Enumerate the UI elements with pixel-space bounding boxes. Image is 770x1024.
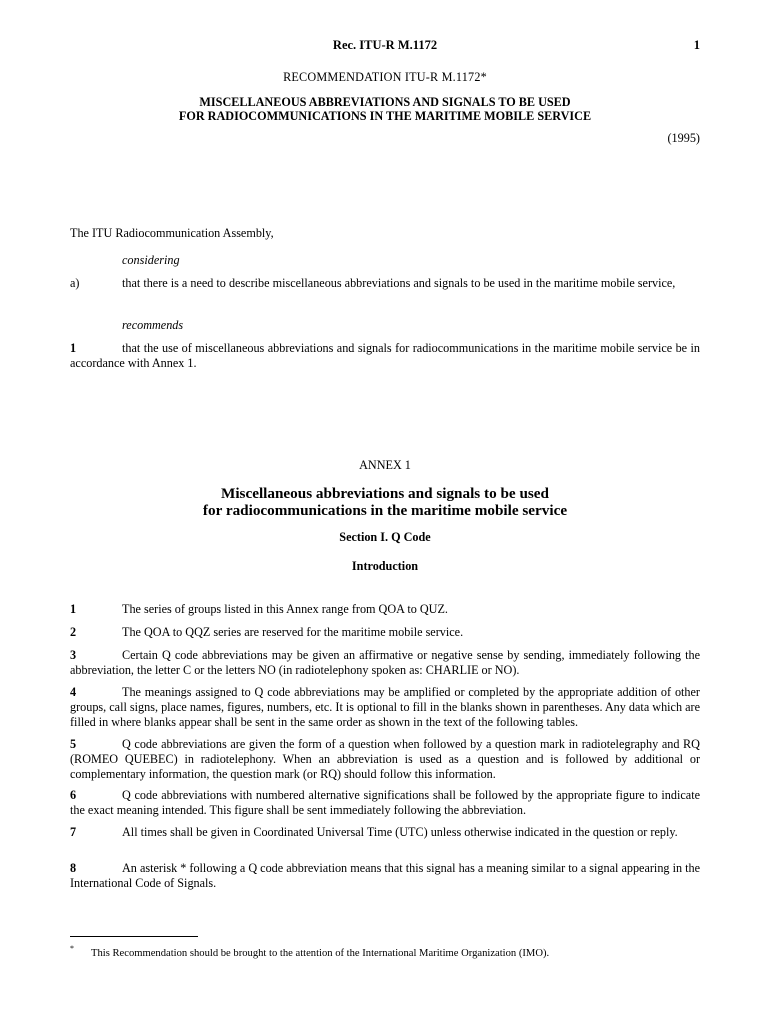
year: (1995) [667,131,700,145]
paragraph-number: 7 [70,825,77,839]
paragraph-text: Q code abbreviations are given the form of a question when followed by a question mark in radiotelegraphy and RQ (ROMEO QUEBEC) in radiotelephony. When an abbreviation is used as a question and is followed by additional or complementary information, the question mark (or RQ) should follow this information. [70,737,700,781]
page-number: 1 [693,38,700,52]
paragraph-number: 5 [70,737,77,751]
considering-heading: considering [122,253,180,267]
paragraph-text: The series of groups listed in this Annex range from QOA to QUZ. [122,602,448,616]
annex-paragraph-5 [70,737,700,782]
considering-a-text: that there is a need to describe miscellaneous abbreviations and signals to be used in the maritime mobile service, [122,276,676,290]
paragraph-text: Certain Q code abbreviations may be given an affirmative or negative sense by sending, immediately following the abbreviation, the letter C or the letters NO (in radiotelephony spoken as: CHARLIE or NO). [70,648,700,677]
annex-paragraph-7 [70,825,700,840]
recommendation-line: RECOMMENDATION ITU-R M.1172* [283,70,487,84]
paragraph-number: 1 [70,602,77,616]
annex-paragraph-3 [70,648,700,678]
considering-a [70,276,700,291]
running-header [70,38,700,54]
annex-paragraph-4 [70,685,700,730]
section-heading: Section I. Q Code [339,530,431,544]
considering-a-label: a) [70,276,80,290]
recommends-1 [70,341,700,371]
footnote-text: This Recommendation should be brought to the attention of the International Maritime Organization (IMO). [91,948,550,959]
annex-paragraph-6 [70,788,700,818]
running-title: Rec. ITU-R M.1172 [332,38,438,52]
annex-paragraph-8 [70,861,700,891]
paragraph-number: 2 [70,625,77,639]
footnote-separator [70,936,198,937]
paragraph-number: 8 [70,861,77,875]
annex-label: ANNEX 1 [359,458,411,472]
paragraph-text: The meanings assigned to Q code abbreviations may be amplified or completed by the appropriate addition of other groups, call signs, place names, figures, numbers, etc. It is optional to fill in the blanks shown in parentheses. Any data which are filled in where blanks appear shall be sent in the same order as shown in the text of the following tables. [70,685,700,729]
annex-title [70,485,700,519]
title-line-2: FOR RADIOCOMMUNICATIONS IN THE MARITIME MOBILE SERVICE [178,109,592,123]
annex-paragraph-2 [70,625,700,640]
paragraph-text: All times shall be given in Coordinated Universal Time (UTC) unless otherwise indicated in the question or reply. [122,825,678,839]
assembly-line: The ITU Radiocommunication Assembly, [70,226,274,240]
recommends-heading: recommends [122,318,184,332]
annex-title-line-2: for radiocommunications in the maritime mobile service [202,502,568,519]
annex-title-line-1: Miscellaneous abbreviations and signals to be used [221,485,549,502]
paragraph-number: 4 [70,685,77,699]
paragraph-text: Q code abbreviations with numbered alternative significations shall be followed by the appropriate figure to indicate the exact meaning intended. This figure shall be sent immediately following the abbreviation. [70,788,700,817]
annex-paragraph-1 [70,602,700,617]
introduction-heading: Introduction [351,559,419,573]
title-line-1: MISCELLANEOUS ABBREVIATIONS AND SIGNALS TO BE USED [199,95,571,109]
footnote: * This Recommendation should be brought to the attention of the International Maritime Organization (IMO). [70,944,550,959]
recommends-1-label: 1 [70,341,77,355]
paragraph-text: An asterisk * following a Q code abbreviation means that this signal has a meaning similar to a signal appearing in the International Code of Signals. [70,861,700,890]
recommends-1-text: that the use of miscellaneous abbreviations and signals for radiocommunications in the maritime mobile service be in accordance with Annex 1. [70,341,700,370]
paragraph-number: 3 [70,648,77,662]
paragraph-number: 6 [70,788,77,802]
paragraph-text: The QOA to QQZ series are reserved for the maritime mobile service. [122,625,464,639]
recommendation-title [70,95,700,123]
